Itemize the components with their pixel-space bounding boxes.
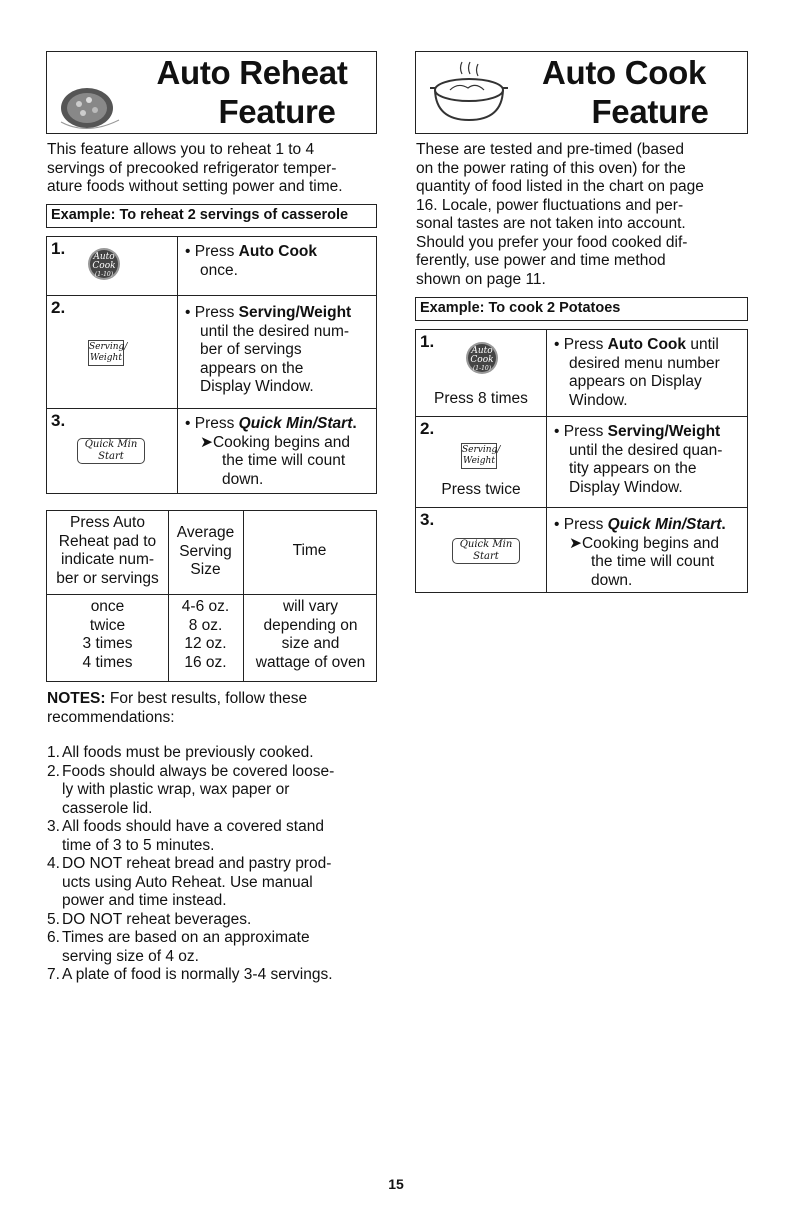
press-twice-label: Press twice: [441, 481, 521, 498]
auto-reheat-title-box: [46, 51, 377, 134]
list-item: 6. Times are based on an approximate serving size of 4 oz.: [47, 929, 310, 965]
list-item: 1. All foods must be previously cooked.: [47, 744, 314, 761]
reheat-example-banner: Example: To reheat 2 servings of casserole: [46, 204, 377, 228]
auto-reheat-title-line2: Feature: [218, 93, 336, 130]
table-header-serving-size: Average Serving Size: [176, 524, 235, 578]
auto-reheat-title-line1: Auto Reheat: [156, 54, 348, 91]
cook-steps-table: [415, 329, 748, 593]
auto-cook-title-box: [415, 51, 748, 134]
table-col-times: once twice 3 times 4 times: [82, 598, 133, 671]
list-item: 4. DO NOT reheat bread and pastry prod- ucts using Auto Reheat. Use manual power and time instead.: [47, 855, 332, 909]
cook-example-banner: Example: To cook 2 Potatoes: [415, 297, 748, 321]
cook-step-1: 1. Auto Cook (1-10) Press 8 times • Press Auto Cook until desired menu number appears on Display Window.: [416, 330, 747, 417]
auto-cook-button: Auto Cook (1-10): [468, 344, 496, 372]
table-header-press-auto: Press Auto Reheat pad to indicate num- ber or servings: [56, 514, 159, 587]
table-header-time: Time: [292, 542, 327, 559]
auto-cook-button: Auto Cook (1-10): [90, 250, 118, 278]
cook-step-3: 3. Quick Min Start • Press Quick Min/Start. ➤Cooking begins and the time will count down.: [420, 510, 726, 589]
press-8-times-label: Press 8 times: [434, 390, 528, 407]
table-col-size: 4-6 oz. 8 oz. 12 oz. 16 oz.: [181, 598, 230, 671]
reheat-step-2: 2. Serving/ Weight • Press Serving/Weight until the desired num- ber of servings appears on the Display Window.: [47, 296, 376, 409]
reheat-step-1: 1. Auto Cook (1-10) • Press Auto Cook once.: [47, 237, 376, 296]
list-item: 2. Foods should always be covered loose- ly with plastic wrap, wax paper or casserole lid.: [47, 762, 335, 817]
serving-weight-button: Serving/ Weight: [88, 340, 124, 366]
auto-reheat-intro: This feature allows you to reheat 1 to 4 servings of precooked refrigerator temper- ature foods without setting power and time.: [47, 141, 343, 195]
reheat-dish-icon: [53, 70, 133, 132]
list-item: 5. DO NOT reheat beverages.: [47, 910, 252, 928]
page-number: 15: [388, 1176, 404, 1192]
reheat-steps-table: [46, 236, 377, 494]
notes-list: [47, 744, 392, 985]
quick-min-start-button: Quick Min Start: [452, 538, 520, 564]
cook-step-2: 2. Serving/ Weight Press twice • Press Serving/Weight until the desired quan- tity appears on the Display Window.: [416, 417, 747, 508]
reheat-servings-table: [46, 510, 377, 682]
auto-cook-title-line1: Auto Cook: [541, 54, 707, 91]
auto-cook-intro: These are tested and pre-timed (based on the power rating of this oven) for the quantity of food listed in the chart on page 16. Locale, power fluctuations and per- sonal tastes are not taken into account. Should you prefer your food cooked dif- ferently, use power and time method shown on page 11.: [416, 141, 704, 288]
cooking-pot-icon: [424, 58, 510, 128]
list-item: 3. All foods should have a covered stand time of 3 to 5 minutes.: [47, 818, 324, 854]
list-item: 7. A plate of food is normally 3-4 servings.: [47, 966, 333, 983]
table-col-time: will vary depending on size and wattage of oven: [255, 598, 366, 671]
notes-heading: NOTES: For best results, follow these recommendations:: [47, 690, 308, 726]
serving-weight-button: Serving/ Weight: [461, 443, 497, 469]
reheat-step-3: 3. Quick Min Start • Press Quick Min/Start. ➤Cooking begins and the time will count down.: [51, 411, 357, 488]
auto-cook-title-line2: Feature: [591, 93, 709, 130]
quick-min-start-button: Quick Min Start: [77, 438, 145, 464]
